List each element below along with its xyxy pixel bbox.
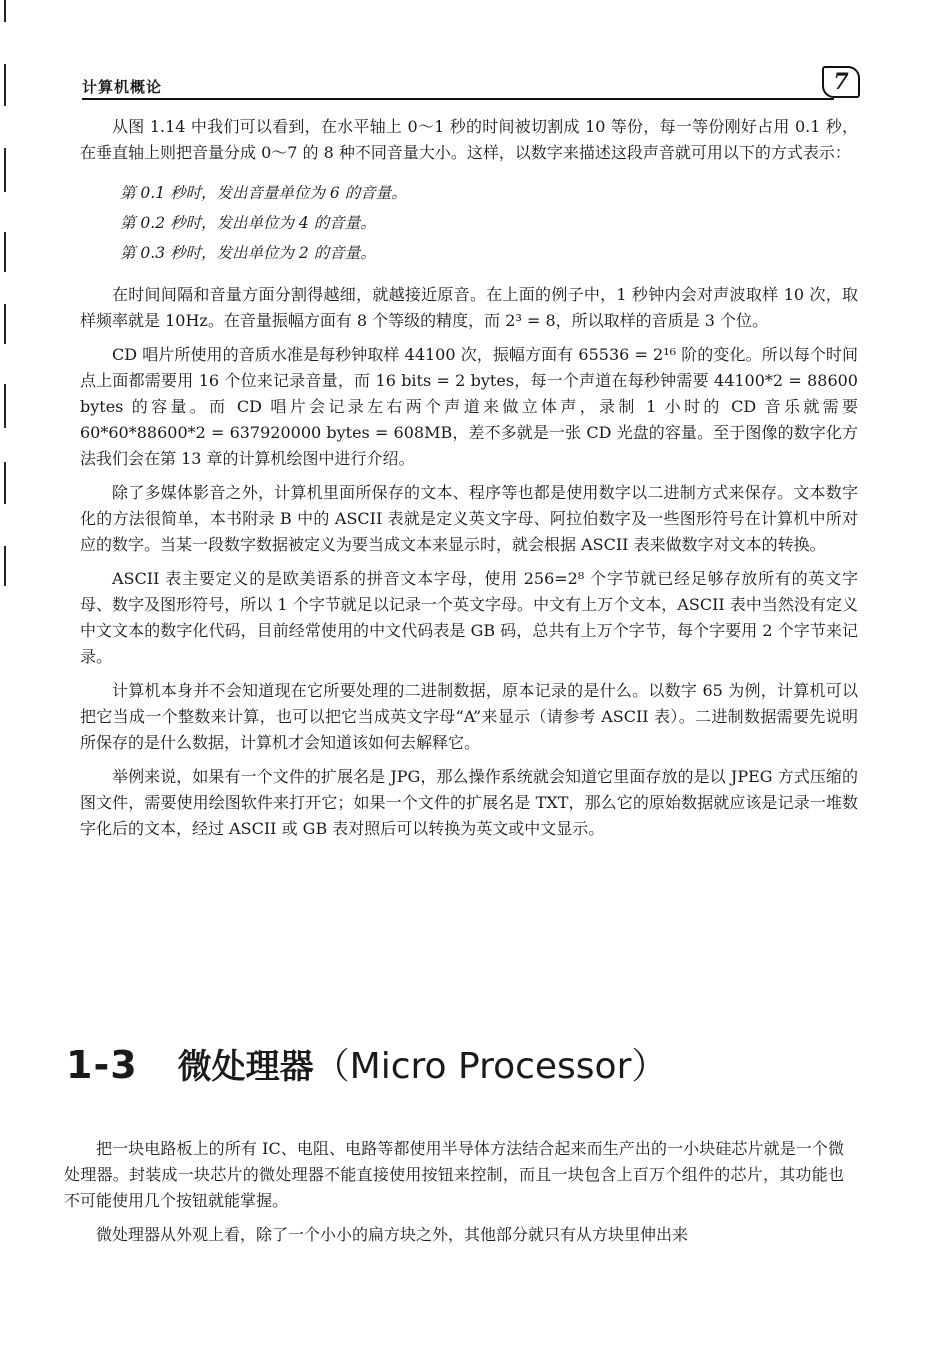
body-paragraph: ASCII 表主要定义的是欧美语系的拼音文本字母，使用 256=2⁸ 个字节就已经足够存放所有的英文字母、数字及图形符号，所以 1 个字节就足以记录一个英文字母。中文有上万个文本，ASCII 表中当然没有定义中文文本的数字化代码，目前经常使用的中文代码表是 GB 码，总共有上万个字节，每个字要用 2 个字节来记录。 <box>80 569 858 666</box>
section-text <box>64 1136 844 1256</box>
page-header <box>82 66 860 102</box>
section-title-en: （Micro Processor） <box>313 1046 668 1087</box>
section-paragraph: 微处理器从外观上看，除了一个小小的扁方块之外，其他部分就只有从方块里伸出来 <box>96 1225 689 1244</box>
list-item: 第 0.3 秒时，发出单位为 2 的音量。 <box>120 244 376 262</box>
body-paragraph: 举例来说，如果有一个文件的扩展名是 JPG，那么操作系统就会知道它里面存放的是以 JPEG 方式压缩的图文件，需要使用绘图软件来打开它；如果一个文件的扩展名是 TXT，那么它的原始数据就应该是记录一堆数字化后的文本，经过 ASCII 或 GB 表对照后可以转换为英文或中文显示。 <box>80 767 858 838</box>
scan-edge-mark <box>4 462 6 504</box>
running-head-title: 计算机概论 <box>82 78 163 96</box>
body-paragraph: 在时间间隔和音量方面分割得越细，就越接近原音。在上面的例子中，1 秒钟内会对声波取样 10 次，取样频率就是 10Hz。在音量振幅方面有 8 个等级的精度，而 2³ = 8，所以取样的音质是 3 个位。 <box>80 285 858 330</box>
scan-edge-mark <box>4 148 6 192</box>
list-item: 第 0.2 秒时，发出单位为 4 的音量。 <box>120 214 376 232</box>
section-paragraph: 把一块电路板上的所有 IC、电阻、电路等都使用半导体方法结合起来而生产出的一小块硅芯片就是一个微处理器。封装成一块芯片的微处理器不能直接使用按钮来控制，而且一块包含上百万个组件的芯片，其功能也不可能使用几个按钮就能掌握。 <box>64 1139 844 1210</box>
body-paragraph: 从图 1.14 中我们可以看到，在水平轴上 0～1 秒的时间被切割成 10 等份，每一等份刚好占用 0.1 秒，在垂直轴上则把音量分成 0～7 的 8 种不同音量大小。这样，以数字来描述这段声音就可用以下的方式表示： <box>80 117 858 162</box>
scan-edge-mark <box>4 0 6 22</box>
scan-edge-mark <box>4 304 6 344</box>
main-text <box>80 114 858 850</box>
scan-edge-mark <box>4 546 6 586</box>
scan-edge-mark <box>4 232 6 272</box>
header-rule <box>82 98 834 100</box>
body-paragraph: 除了多媒体影音之外，计算机里面所保存的文本、程序等也都是使用数字以二进制方式来保存。文本数字化的方法很简单，本书附录 B 中的 ASCII 表就是定义英文字母、阿拉伯数字及一些图形符号在计算机中所对应的数字。当某一段数字数据被定义为要当成文本来显示时，就会根据 ASCII 表来做数字对文本的转换。 <box>80 483 858 554</box>
section-number: 1-3 <box>66 1043 138 1087</box>
scan-edge-mark <box>4 64 6 106</box>
section-title-cn: 微处理器 <box>177 1047 314 1087</box>
body-paragraph: 计算机本身并不会知道现在它所要处理的二进制数据，原本记录的是什么。以数字 65 为例，计算机可以把它当成一个整数来计算，也可以把它当成英文字母“A”来显示（请参考 ASCII 表）。二进制数据需要先说明所保存的是什么数据，计算机才会知道该如何去解释它。 <box>80 681 858 752</box>
scan-edge-mark <box>4 384 6 428</box>
section-heading <box>66 1038 866 1094</box>
sample-list <box>80 178 858 268</box>
list-item: 第 0.1 秒时，发出音量单位为 6 的音量。 <box>120 184 407 202</box>
page-number: 7 <box>822 66 860 98</box>
body-paragraph: CD 唱片所使用的音质水准是每秒钟取样 44100 次，振幅方面有 65536 = 2¹⁶ 阶的变化。所以每个时间点上面都需要用 16 个位来记录音量，而 16 bits = 2 bytes，每一个声道在每秒钟需要 44100*2 = 88600 bytes 的容量。而 CD 唱片会记录左右两个声道来做立体声，录制 1 小时的 CD 音乐就需要 60*60*88600*2 = 637920000 bytes = 608MB，差不多就是一张 CD 光盘的容量。至于图像的数字化方法我们会在第 13 章的计算机绘图中进行介绍。 <box>80 345 858 468</box>
